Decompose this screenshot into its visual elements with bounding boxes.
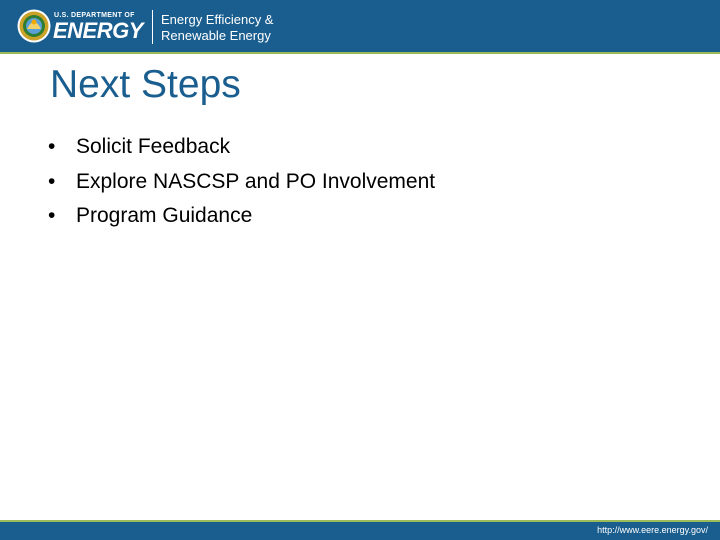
slide-title: Next Steps: [50, 63, 241, 106]
bullet-text: Program Guidance: [76, 204, 253, 228]
office-name-line1: Energy Efficiency &: [161, 12, 274, 27]
doe-seal-logo: [17, 9, 51, 43]
header-accent-line: [0, 52, 720, 54]
bullet-item: [48, 165, 435, 200]
bullet-dot-icon: •: [48, 135, 56, 159]
bullet-item: [48, 130, 435, 165]
office-name-line2: Renewable Energy: [161, 28, 271, 43]
bullet-list: [48, 130, 435, 234]
bullet-dot-icon: •: [48, 204, 56, 228]
header-divider: [152, 10, 153, 44]
bullet-text: Explore NASCSP and PO Involvement: [76, 169, 436, 193]
bullet-item: [48, 199, 435, 234]
bullet-dot-icon: •: [48, 169, 56, 193]
bullet-text: Solicit Feedback: [76, 135, 231, 159]
footer-url-link[interactable]: http://www.eere.energy.gov/: [597, 525, 708, 535]
department-label: U.S. DEPARTMENT OF: [54, 12, 135, 19]
header-bar: [0, 0, 720, 52]
department-name: ENERGY: [53, 18, 143, 43]
